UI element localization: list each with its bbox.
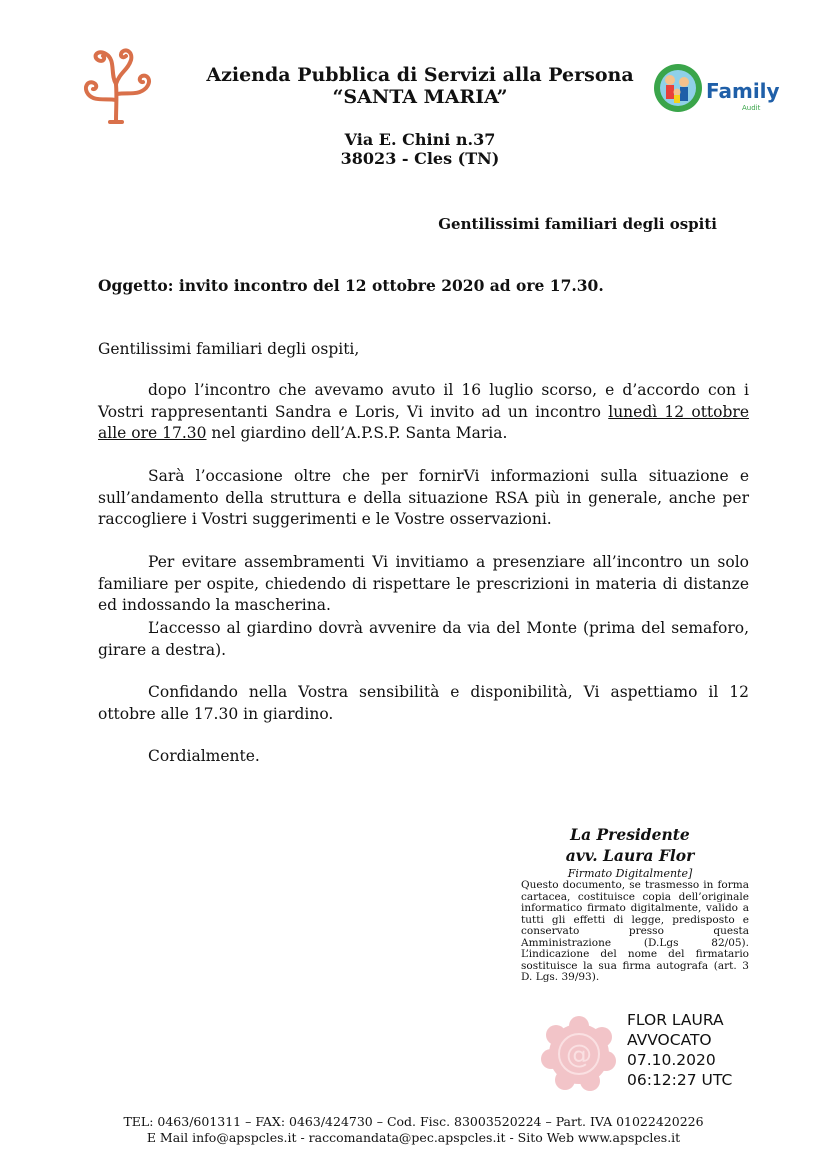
stamp-signer-role: AVVOCATO — [627, 1031, 712, 1049]
recipient: Gentilissimi familiari degli ospiti — [438, 215, 717, 233]
org-name: Azienda Pubblica di Servizi alla Persona — [206, 64, 634, 86]
signature-legal-note: Questo documento, se trasmesso in forma cartacea, costituisce copia dell’originale informatico firmato digitalmente, valido a tutti gli effetti di legge, predisposto e conservato presso questa Amministrazione (D.Lgs 82/05). L’indicazione del nome del firmatario sostituisce la sua firma autografa (art. 3 D. Lgs. 39/93). — [521, 879, 749, 983]
stamp-date: 07.10.2020 — [627, 1051, 716, 1069]
closing: Cordialmente. — [148, 747, 260, 765]
meeting-date-highlight: lunedì 12 ottobre alle ore 17.30 — [98, 402, 749, 442]
stamp-time: 06:12:27 UTC — [627, 1071, 733, 1089]
signatory-name: avv. Laura Flor — [565, 846, 695, 865]
paragraph-1-end: nel giardino dell’A.P.S.P. Santa Maria. — [206, 424, 508, 442]
address-street: Via E. Chini n.37 — [344, 130, 496, 149]
digitally-signed-label: Firmato Digitalmente] — [567, 867, 693, 880]
stamp-signer-name: FLOR LAURA — [627, 1011, 724, 1029]
paragraph-1-start: dopo l’incontro che avevamo avuto il 16 luglio scorso, e d’accordo con i Vostri rappresentanti Sandra e Loris, Vi invito ad un incontro — [98, 381, 749, 421]
digital-signature-stamp — [627, 1010, 732, 1090]
paragraph-4: L’accesso al giardino dovrà avvenire da via del Monte (prima del semaforo, girare a destra). — [98, 619, 749, 659]
subject-line: Oggetto: invito incontro del 12 ottobre 2020 ad ore 17.30. — [98, 276, 604, 295]
footer-contacts: TEL: 0463/601311 – FAX: 0463/424730 – Cod. Fisc. 83003520224 – Part. IVA 01022420226 — [123, 1114, 704, 1129]
salutation: Gentilissimi familiari degli ospiti, — [98, 340, 360, 358]
family-logo-subtext: Audit — [742, 104, 761, 112]
address-city: 38023 - Cles (TN) — [340, 149, 500, 168]
signatory-title: La Presidente — [570, 825, 690, 844]
family-logo-text: Family — [706, 79, 780, 103]
paragraph-3: Per evitare assembramenti Vi invitiamo a presenziare all’incontro un solo familiare per ospite, chiedendo di rispettare le prescrizioni in materia di distanze ed indossando la mascherina. — [98, 553, 749, 614]
paragraph-5: Confidando nella Vostra sensibilità e disponibilità, Vi aspettiamo il 12 ottobre alle 17.30 in giardino. — [98, 683, 749, 723]
digital-seal-icon — [540, 1015, 618, 1093]
org-subname: “SANTA MARIA” — [332, 86, 508, 108]
paragraph-2: Sarà l’occasione oltre che per fornirVi informazioni sulla situazione e sull’andamento della struttura e della situazione RSA più in generale, anche per raccogliere i Vostri suggerimenti e le Vostre osservazioni. — [98, 467, 749, 528]
paragraph-1 — [98, 380, 749, 445]
tree-logo — [76, 42, 158, 126]
svg-text:@: @ — [566, 1040, 592, 1070]
footer-email-web: E Mail info@apspcles.it - raccomandata@pec.apspcles.it - Sito Web www.apspcles.it — [146, 1130, 681, 1145]
